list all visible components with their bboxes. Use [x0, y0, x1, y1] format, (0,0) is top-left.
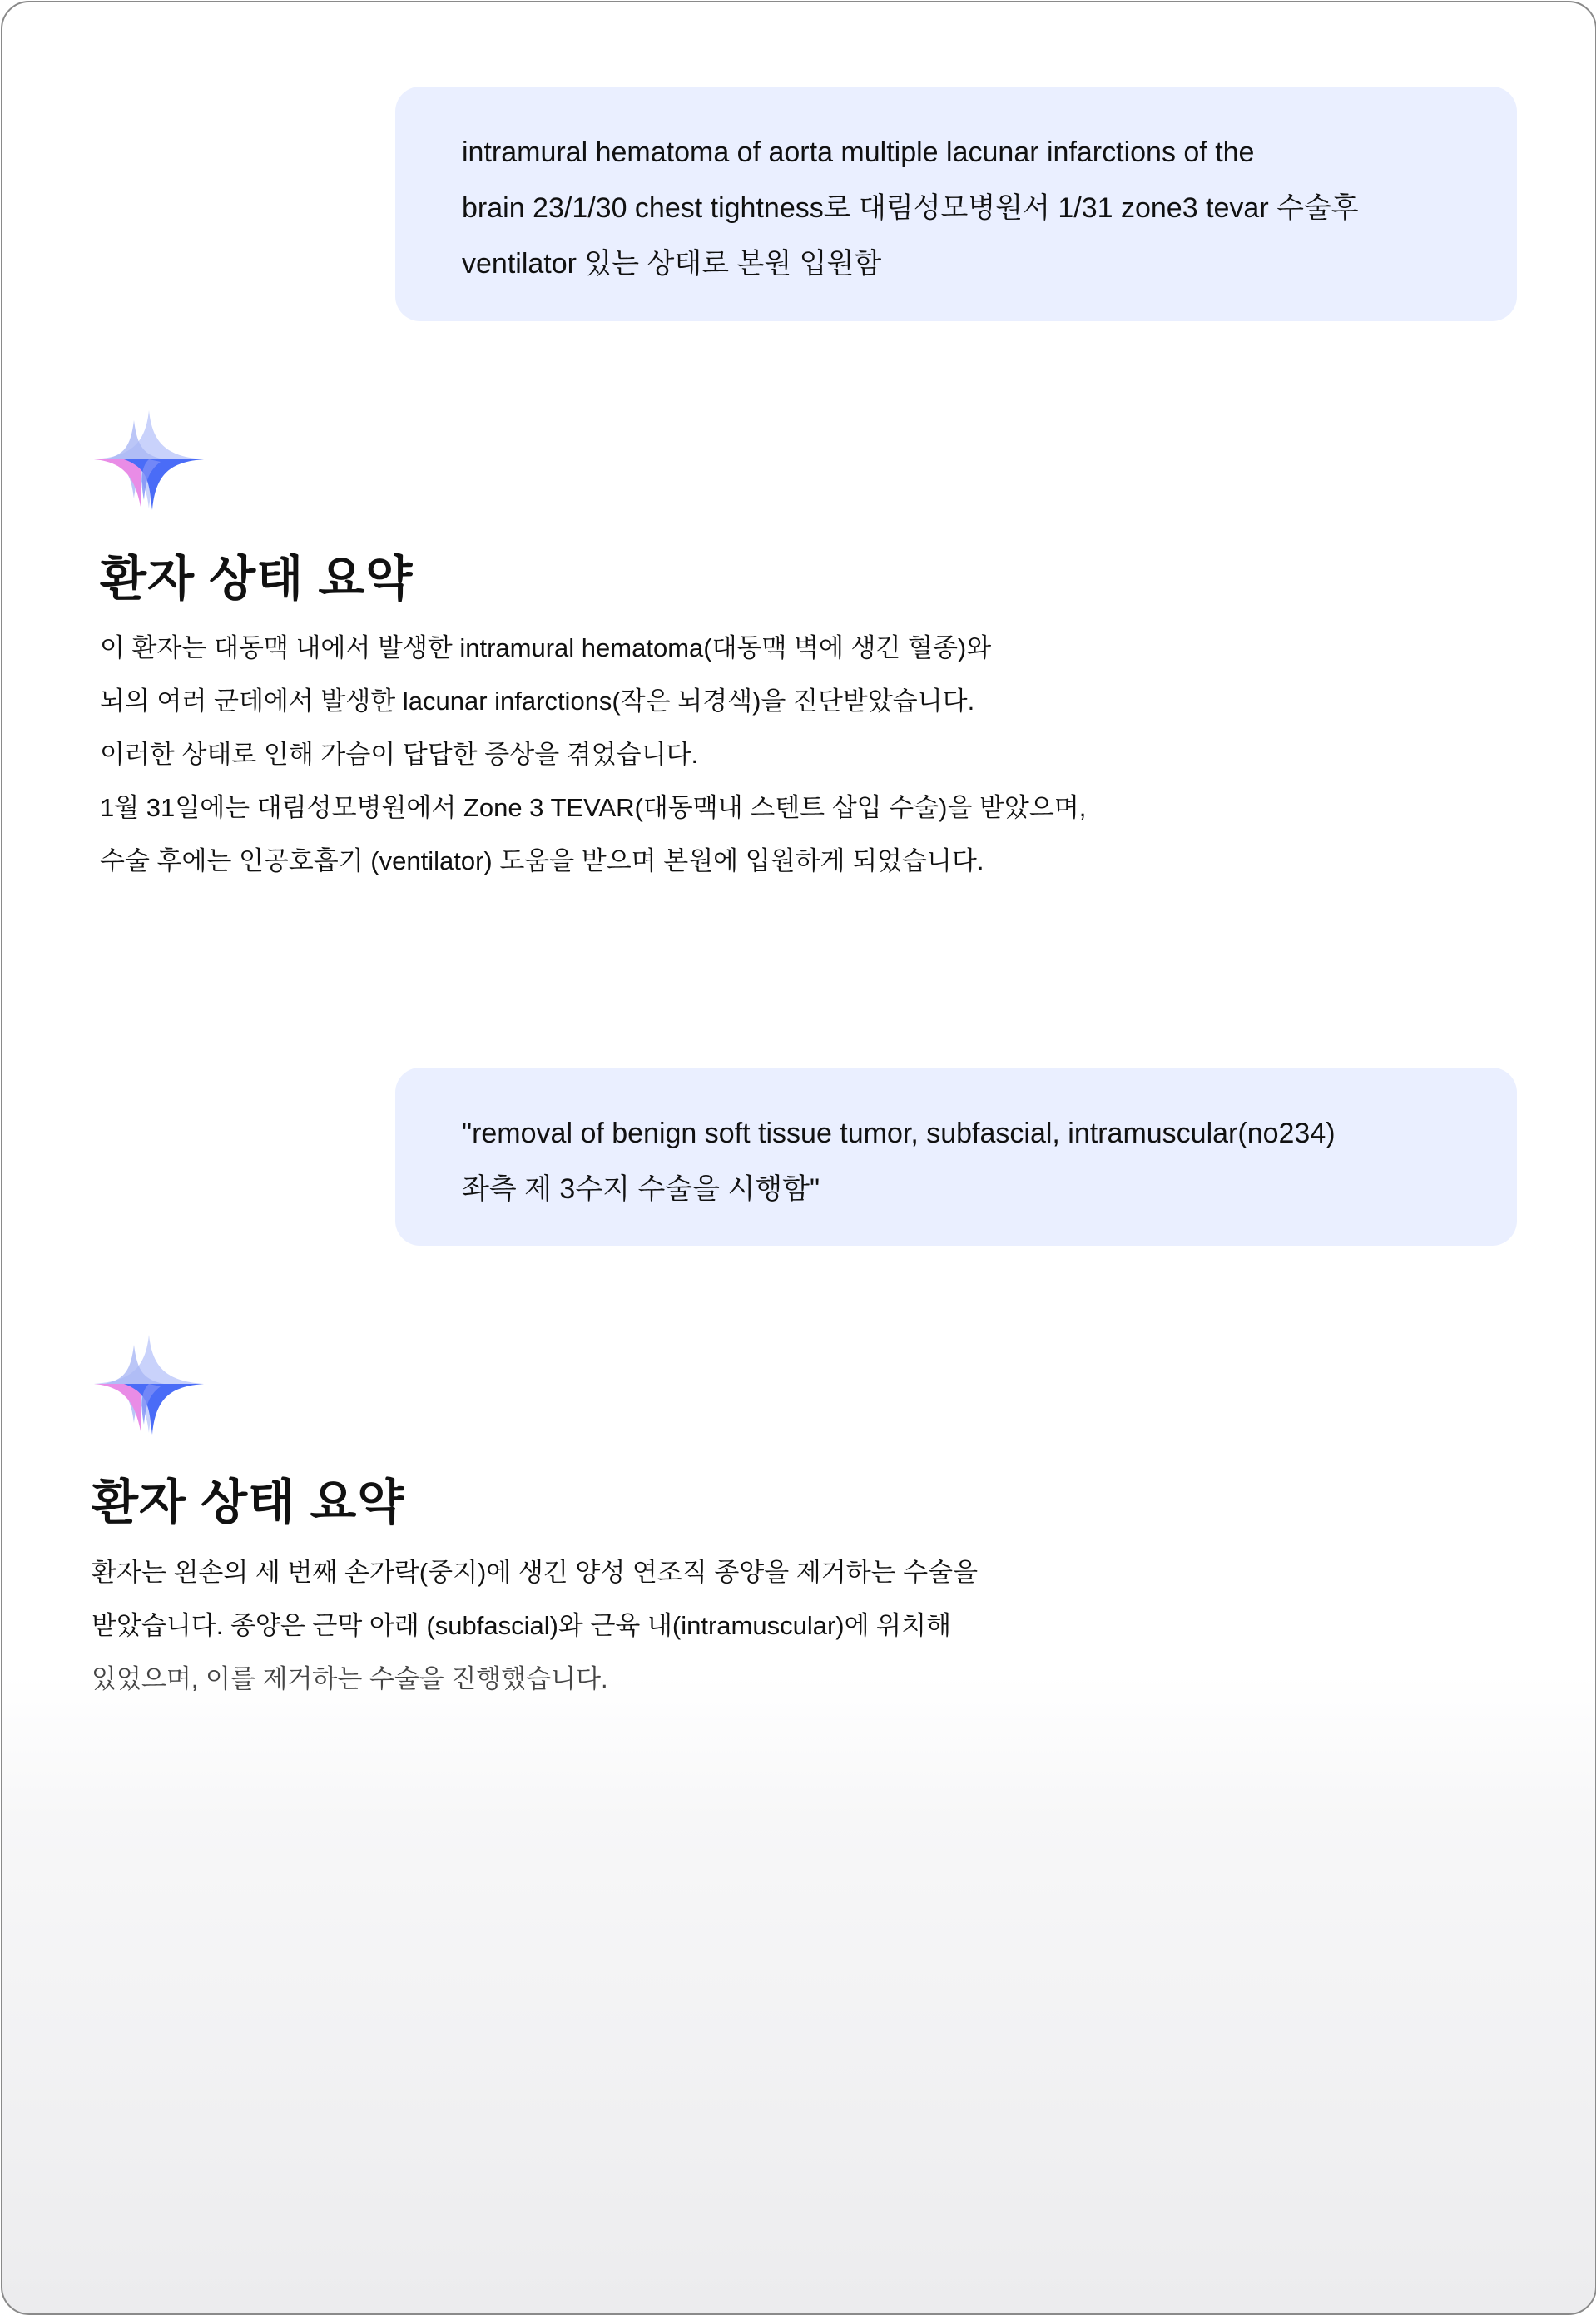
response-line: 있었으며, 이를 제거하는 수술을 진행했습니다. — [92, 1664, 608, 1693]
user-message-line: brain 23/1/30 chest tightness로 대림성모병원서 1/31 zone3 tevar 수술후 — [462, 192, 1359, 224]
response-title: 환자 상태 요약 — [92, 1475, 405, 1529]
user-message-line: intramural hematoma of aorta multiple lacunar infarctions of the — [462, 136, 1255, 168]
response-line: 환자는 왼손의 세 번째 손가락(중지)에 생긴 양성 연조직 종양을 제거하는 수술을 — [92, 1558, 979, 1587]
response-title: 환자 상태 요약 — [100, 552, 414, 606]
response-line: 받았습니다. 종양은 근막 아래 (subfascial)와 근육 내(intramuscular)에 위치해 — [92, 1611, 952, 1640]
response-line: 이 환자는 대동맥 내에서 발생한 intramural hematoma(대동맥 벽에 생긴 혈종)와 — [100, 633, 992, 662]
user-message-bubble — [395, 87, 1517, 321]
response-body — [100, 622, 1086, 888]
user-message-line: "removal of benign soft tissue tumor, subfascial, intramuscular(no234) — [462, 1118, 1336, 1149]
response-line: 이러한 상태로 인해 가슴이 답답한 증상을 겪었습니다. — [100, 740, 699, 769]
user-message-bubble — [395, 1068, 1517, 1246]
user-message-line: 좌측 제 3수지 수술을 시행함" — [462, 1173, 820, 1205]
user-message-line: ventilator 있는 상태로 본원 입원함 — [462, 248, 882, 280]
chat-window — [1, 1, 1596, 2315]
response-body — [92, 1546, 978, 1706]
response-line: 1월 31일에는 대림성모병원에서 Zone 3 TEVAR(대동맥내 스텐트 삽입 수술)을 받았으며, — [100, 793, 1087, 822]
sparkle-icon — [91, 407, 207, 512]
response-line: 뇌의 여러 군데에서 발생한 lacunar infarctions(작은 뇌경색)을 진단받았습니다. — [100, 687, 975, 716]
sparkle-icon — [91, 1331, 207, 1436]
response-line: 수술 후에는 인공호흡기 (ventilator) 도움을 받으며 본원에 입원하게 되었습니다. — [100, 846, 984, 875]
